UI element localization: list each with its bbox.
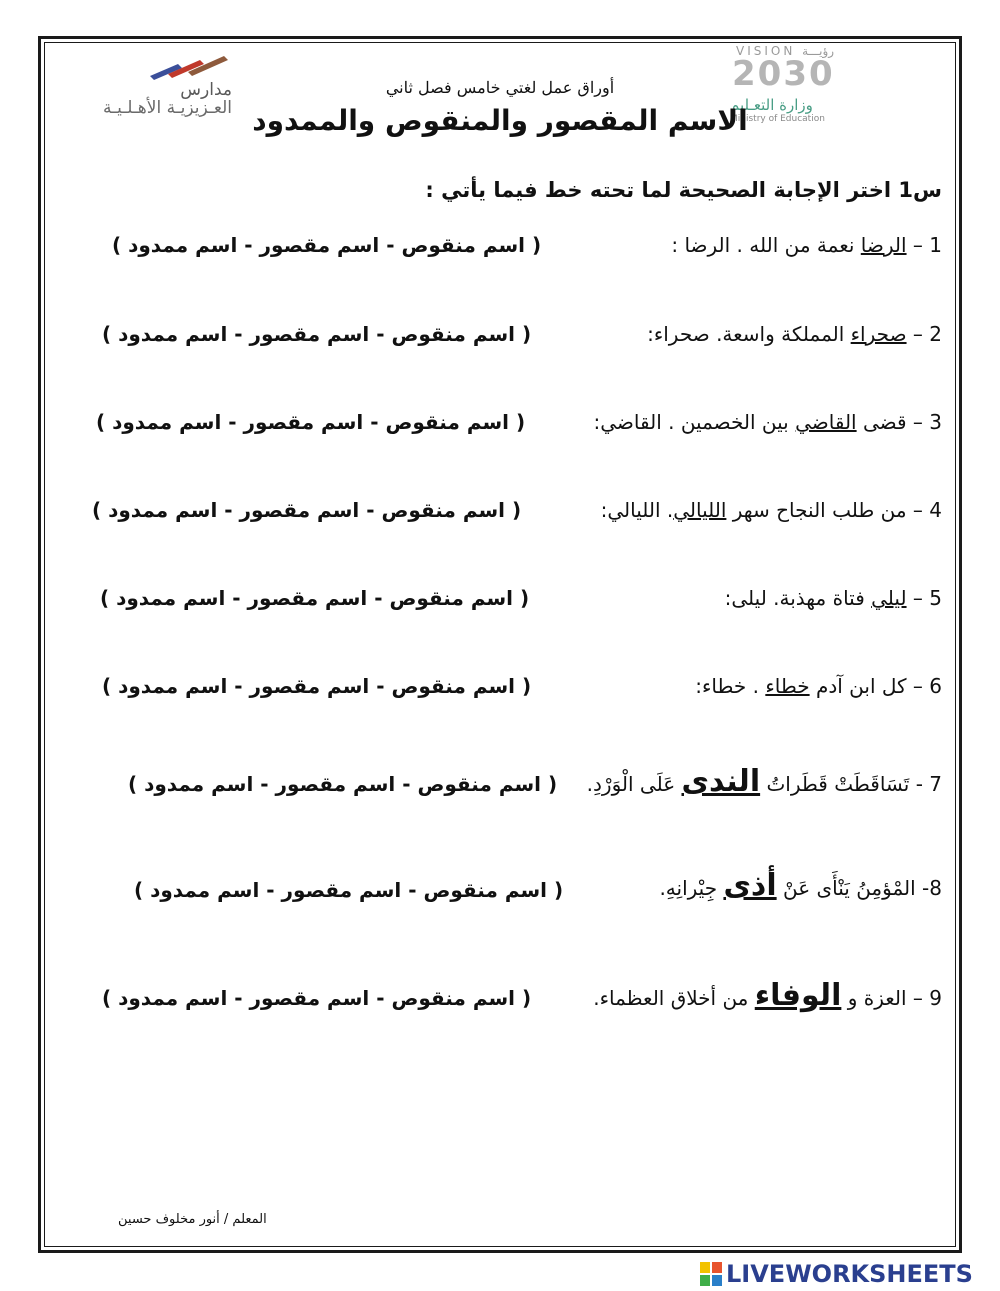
answer-options[interactable]: ( اسم منقوص - اسم مقصور - اسم ممدود ) <box>134 878 564 902</box>
school-name-line1: مدارس <box>180 80 232 100</box>
question-row-7 <box>88 764 942 804</box>
underlined-word: صحراء <box>850 322 907 346</box>
underlined-word: الوفاء <box>754 978 842 1013</box>
answer-options[interactable]: ( اسم منقوص - اسم مقصور - اسم ممدود ) <box>102 986 532 1010</box>
answer-options[interactable]: ( اسم منقوص - اسم مقصور - اسم ممدود ) <box>92 498 522 522</box>
school-name-line2: العـزيزيـة الأهـلـيـة <box>102 98 232 118</box>
underlined-word: الندى <box>681 764 761 799</box>
worksheet-subtitle: أوراق عمل لغتي خامس فصل ثاني <box>385 78 615 97</box>
liveworksheets-text: LIVEWORKSHEETS <box>726 1260 973 1288</box>
question-row-2 <box>88 322 942 362</box>
answer-options[interactable]: ( اسم منقوص - اسم مقصور - اسم ممدود ) <box>128 772 558 796</box>
underlined-word: الليالي <box>673 498 727 522</box>
underlined-word: أذى <box>723 868 777 903</box>
question-row-3 <box>88 410 942 450</box>
school-logo-stripes-icon <box>148 54 228 82</box>
underlined-word: خطاء <box>765 674 810 698</box>
school-logo <box>68 52 236 122</box>
teacher-name: المعلم / أنور مخلوف حسين <box>118 1212 267 1227</box>
question-row-9 <box>88 978 942 1018</box>
underlined-word: القاضي <box>795 410 857 434</box>
answer-options[interactable]: ( اسم منقوص - اسم مقصور - اسم ممدود ) <box>100 586 530 610</box>
inner-border <box>44 42 956 1247</box>
question-instruction: س1 اختر الإجابة الصحيحة لما تحته خط فيما يأتي : <box>425 178 942 202</box>
question-stem: 2 – صحراء المملكة واسعة. صحراء: <box>647 322 942 346</box>
vision-year: 2030 <box>732 54 835 94</box>
vision-label: VISION رؤيـــة <box>736 44 835 58</box>
question-row-5 <box>88 586 942 626</box>
question-stem: 1 – الرضا نعمة من الله . الرضا : <box>671 233 942 257</box>
vision-2030-logo <box>728 44 918 124</box>
question-row-6 <box>88 674 942 714</box>
liveworksheets-logo-icon <box>700 1262 722 1286</box>
question-stem: 5 – ليلي فتاة مهذبة. ليلى: <box>724 586 942 610</box>
underlined-word: ليلي <box>871 586 907 610</box>
underlined-word: الرضا <box>860 233 907 257</box>
question-row-4 <box>88 498 942 538</box>
liveworksheets-watermark <box>700 1260 992 1288</box>
question-stem: 3 – قضى القاضي بين الخصمين . القاضي: <box>593 410 942 434</box>
question-stem: 9 – العزة و الوفاء من أخلاق العظماء. <box>593 978 942 1013</box>
question-stem: 4 – من طلب النجاح سهر الليالي. الليالي: <box>600 498 942 522</box>
question-stem: 7 - تَسَاقَطَتْ قَطَراتُ الندى عَلَى الْوَرْدِ. <box>586 764 942 799</box>
question-row-1 <box>88 233 942 273</box>
answer-options[interactable]: ( اسم منقوص - اسم مقصور - اسم ممدود ) <box>102 674 532 698</box>
answer-options[interactable]: ( اسم منقوص - اسم مقصور - اسم ممدود ) <box>96 410 526 434</box>
worksheet-title: الاسم المقصور والمنقوص والممدود <box>252 104 748 137</box>
ministry-name-ar: وزارة التعـليم <box>730 96 813 114</box>
ministry-name-en: Ministry of Education <box>730 114 825 124</box>
answer-options[interactable]: ( اسم منقوص - اسم مقصور - اسم ممدود ) <box>112 233 542 257</box>
question-stem: 6 – كل ابن آدم خطاء . خطاء: <box>695 674 942 698</box>
question-row-8 <box>88 868 942 908</box>
answer-options[interactable]: ( اسم منقوص - اسم مقصور - اسم ممدود ) <box>102 322 532 346</box>
question-stem: 8- المْؤمِنُ يَنْأَى عَنْ أذى جِيْرانِهِ. <box>659 868 942 903</box>
